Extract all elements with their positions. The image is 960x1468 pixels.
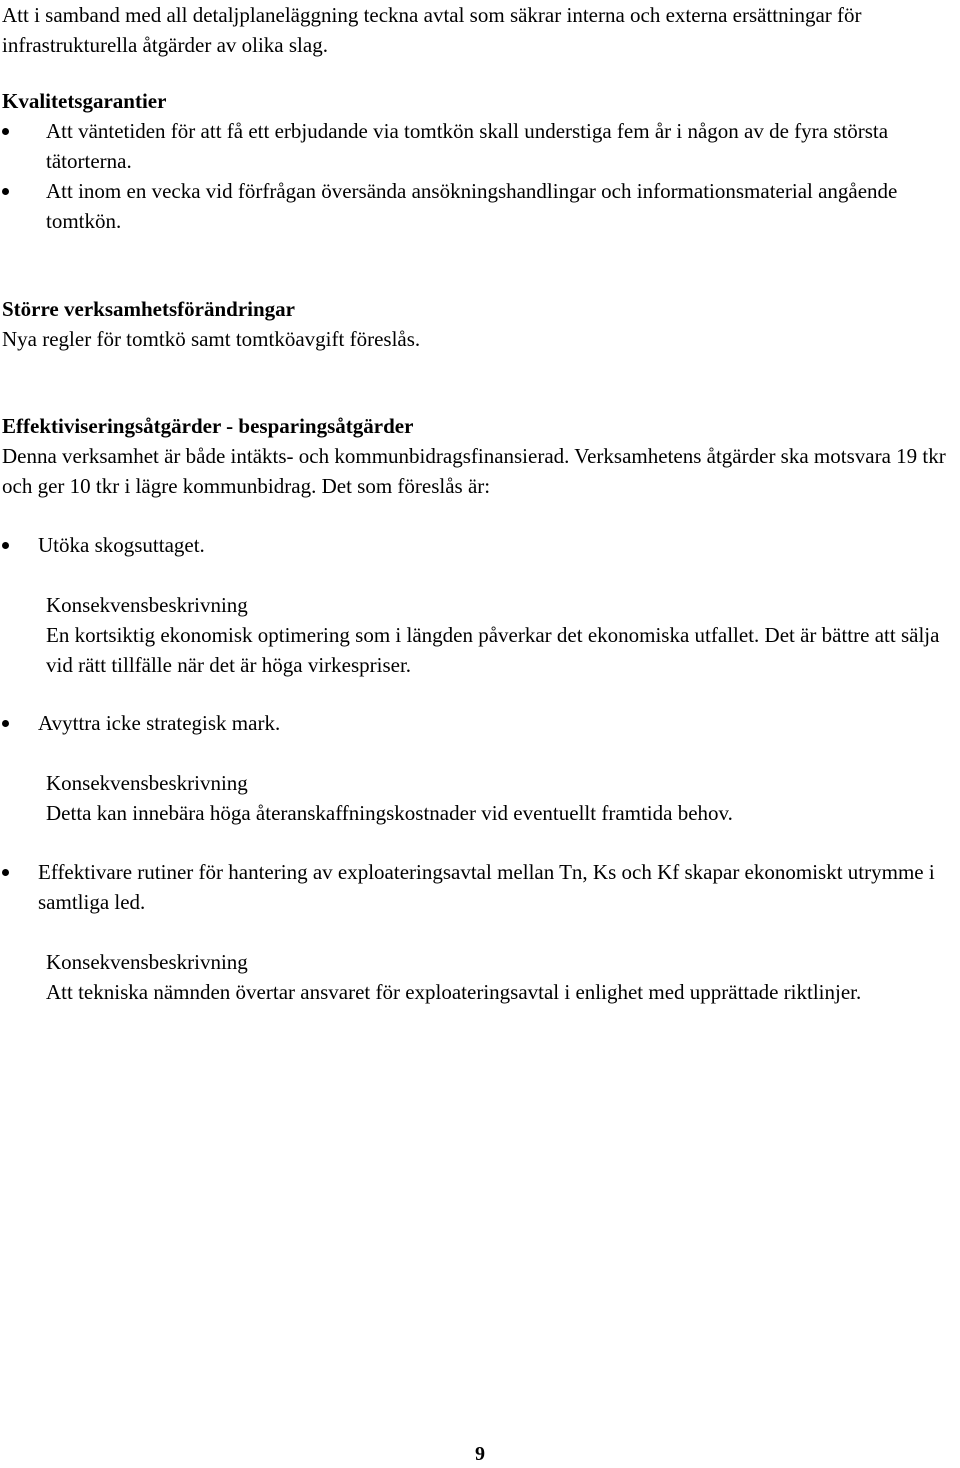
consequence-text: Detta kan innebära höga återanskaffningskostnader vid eventuellt framtida behov.: [46, 801, 733, 825]
quality-item-text: Att inom en vecka vid förfrågan översända ansökningshandlingar och informationsmaterial angående tomtkön.: [46, 179, 898, 233]
list-item: [0, 708, 956, 738]
changes-heading: Större verksamhetsförändringar: [2, 297, 295, 321]
measure-title: Effektivare rutiner för hantering av exploateringsavtal mellan Tn, Ks och Kf skapar ekonomiskt utrymme i samtliga led.: [38, 860, 935, 914]
intro-paragraph: Att i samband med all detaljplaneläggning teckna avtal som säkrar interna och externa ersättningar för infrastrukturella åtgärder av olika slag.: [2, 3, 862, 57]
changes-text: Nya regler för tomtkö samt tomtköavgift föreslås.: [2, 327, 421, 351]
list-item: [0, 530, 956, 560]
list-item: [0, 116, 956, 176]
measure-title: Avyttra icke strategisk mark.: [38, 711, 281, 735]
quality-heading: Kvalitetsgarantier: [2, 89, 167, 113]
bullet-icon: [2, 542, 9, 549]
consequence-text: En kortsiktig ekonomisk optimering som i längden påverkar det ekonomiska utfallet. Det är bättre att sälja vid rätt tillfälle när det är höga virkespriser.: [46, 623, 940, 677]
efficiency-heading: Effektiviseringsåtgärder - besparingsåtgärder: [2, 414, 414, 438]
changes-section: [0, 294, 956, 354]
list-item: [0, 176, 956, 236]
quality-item-text: Att väntetiden för att få ett erbjudande via tomtkön skall understiga fem år i någon av de fyra största tätorterna.: [46, 119, 889, 173]
bullet-icon: [2, 720, 9, 727]
measure-block: [0, 857, 956, 1007]
bullet-icon: [2, 869, 9, 876]
quality-section: [0, 86, 956, 236]
measure-block: [0, 708, 956, 828]
consequence-text: Att tekniska nämnden övertar ansvaret för exploateringsavtal i enlighet med upprättade riktlinjer.: [46, 980, 862, 1004]
measure-list: [0, 857, 956, 917]
measure-list: [0, 530, 956, 560]
measure-block: [0, 530, 956, 680]
consequence-label: Konsekvensbeskrivning: [46, 950, 248, 974]
page-number: 9: [475, 1443, 485, 1465]
consequence-label: Konsekvensbeskrivning: [46, 771, 248, 795]
efficiency-text: Denna verksamhet är både intäkts- och kommunbidragsfinansierad. Verksamhetens åtgärder ska motsvara 19 tkr och ger 10 tkr i lägre kommunbidrag. Det som föreslås är:: [2, 444, 946, 498]
list-item: [0, 857, 956, 917]
quality-list: [0, 116, 956, 236]
bullet-icon: [2, 188, 9, 195]
bullet-icon: [2, 128, 9, 135]
measure-list: [0, 708, 956, 738]
measure-title: Utöka skogsuttaget.: [38, 533, 205, 557]
efficiency-section: [0, 411, 956, 501]
consequence-label: Konsekvensbeskrivning: [46, 593, 248, 617]
